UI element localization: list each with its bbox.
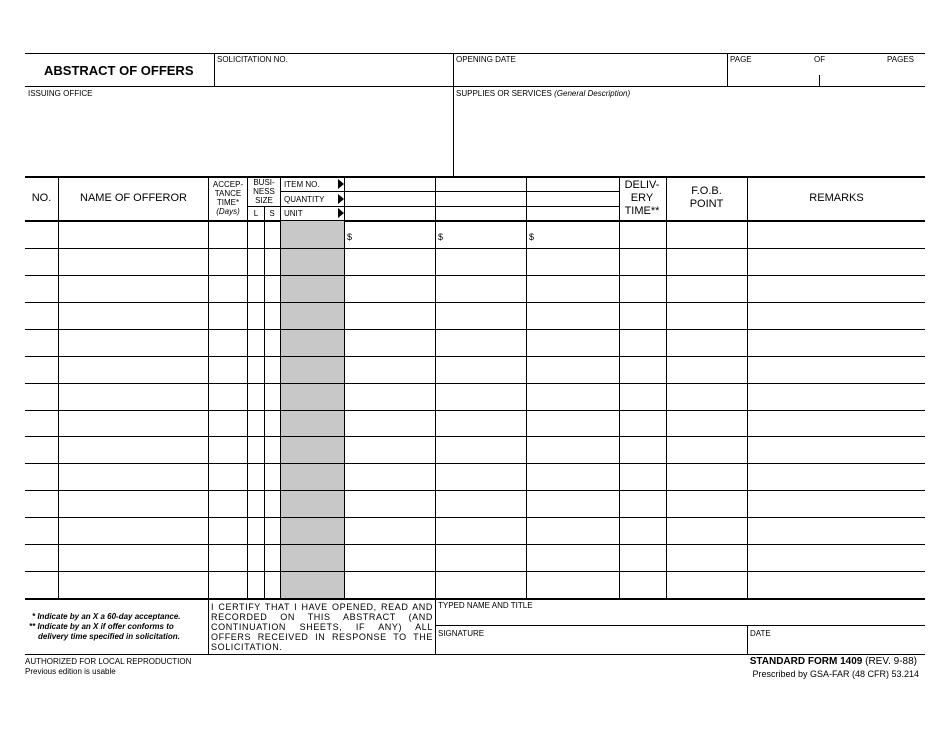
table-cell[interactable] [209, 411, 246, 436]
table-cell[interactable] [209, 330, 246, 355]
table-cell[interactable] [436, 357, 525, 382]
table-cell[interactable] [26, 384, 57, 409]
table-cell[interactable] [209, 437, 246, 462]
issuing-office-label: ISSUING OFFICE [28, 89, 93, 98]
pages-label: PAGES [887, 55, 914, 64]
table-cell[interactable] [59, 545, 207, 570]
table-cell[interactable] [748, 491, 924, 516]
signature-label: SIGNATURE [438, 629, 485, 638]
table-cell[interactable] [248, 464, 263, 489]
table-cell[interactable] [248, 357, 263, 382]
table-cell[interactable] [667, 357, 746, 382]
table-cell[interactable] [345, 249, 434, 274]
table-cell[interactable] [59, 491, 207, 516]
table-cell[interactable] [527, 437, 618, 462]
table-cell[interactable] [26, 491, 57, 516]
form-bottom-rule [25, 654, 925, 655]
table-bottom-rule [25, 598, 925, 600]
table-cell[interactable] [59, 249, 207, 274]
page-field[interactable] [729, 64, 817, 85]
table-cell[interactable] [620, 303, 665, 328]
item-header-rule-1 [280, 191, 619, 192]
table-cell[interactable] [59, 222, 207, 247]
opening-date-label: OPENING DATE [456, 55, 516, 64]
size-s-label: S [269, 209, 275, 218]
table-cell[interactable] [345, 437, 434, 462]
table-cell[interactable] [345, 222, 434, 247]
table-cell[interactable] [248, 518, 263, 543]
date-vline [747, 625, 748, 654]
table-cell[interactable] [59, 276, 207, 301]
table-cell[interactable] [345, 384, 434, 409]
table-cell[interactable] [620, 572, 665, 597]
table-cell[interactable] [345, 464, 434, 489]
table-cell[interactable] [59, 572, 207, 597]
table-cell[interactable] [265, 572, 279, 597]
table-cell[interactable] [667, 384, 746, 409]
table-cell[interactable] [248, 249, 263, 274]
certification-text: I CERTIFY THAT I HAVE OPENED, READ AND RECORDED ON THIS ABSTRACT (AND CONTINUATION SHEETS, IF ANY) ALL OFFERS RECEIVED IN RESPONSE TO THE SOLICITATION. [211, 602, 433, 652]
table-cell[interactable] [527, 572, 618, 597]
table-cell[interactable] [345, 572, 434, 597]
item-header-rule-2 [280, 206, 619, 207]
header-divider-2 [25, 176, 925, 178]
table-cell[interactable] [345, 545, 434, 570]
table-cell[interactable] [248, 222, 263, 247]
dollar-sign-3: $ [529, 232, 535, 242]
table-cell[interactable] [436, 491, 525, 516]
date-field[interactable] [749, 639, 924, 653]
table-cell[interactable] [436, 222, 525, 247]
table-cell[interactable] [265, 357, 279, 382]
table-cell[interactable] [748, 303, 924, 328]
cert-right-vline [435, 598, 436, 654]
col-no-header: NO. [31, 192, 52, 204]
supplies-label: SUPPLIES OR SERVICES (General Description) [456, 89, 631, 98]
table-cell[interactable] [209, 491, 246, 516]
table-cell[interactable] [265, 411, 279, 436]
table-cell[interactable] [345, 330, 434, 355]
table-cell[interactable] [620, 464, 665, 489]
table-cell[interactable] [667, 303, 746, 328]
table-cell[interactable] [620, 357, 665, 382]
dollar-sign-1: $ [347, 232, 353, 242]
header-vline-b [453, 53, 454, 177]
table-cell[interactable] [265, 249, 279, 274]
table-cell[interactable] [345, 518, 434, 543]
table-cell[interactable] [209, 464, 246, 489]
note-delivery-1: ** Indicate by an X if offer conforms to [29, 622, 174, 631]
page-label: PAGE [730, 55, 752, 64]
header-vline-a [214, 53, 215, 86]
table-cell[interactable] [345, 357, 434, 382]
table-cell[interactable] [26, 464, 57, 489]
table-cell[interactable] [436, 437, 525, 462]
table-cell[interactable] [59, 437, 207, 462]
table-cell[interactable] [209, 222, 246, 247]
table-cell[interactable] [620, 249, 665, 274]
table-cell[interactable] [26, 545, 57, 570]
table-cell[interactable] [527, 222, 618, 247]
table-cell[interactable] [248, 437, 263, 462]
table-cell[interactable] [248, 384, 263, 409]
header-top-rule [25, 53, 925, 54]
table-cell[interactable] [527, 411, 618, 436]
of-label: OF [814, 55, 826, 64]
table-cell[interactable] [26, 518, 57, 543]
note-delivery-2: delivery time specified in solicitation. [38, 632, 180, 641]
table-cell[interactable] [26, 572, 57, 597]
table-cell[interactable] [667, 545, 746, 570]
table-cell[interactable] [667, 518, 746, 543]
table-cell[interactable] [527, 491, 618, 516]
page-of-tick [819, 75, 820, 86]
table-cell[interactable] [667, 411, 746, 436]
table-cell[interactable] [345, 411, 434, 436]
table-cell[interactable] [436, 303, 525, 328]
issuing-office-field[interactable] [27, 99, 451, 174]
table-cell[interactable] [345, 303, 434, 328]
table-cell[interactable] [620, 330, 665, 355]
cert-left-vline [208, 598, 209, 654]
table-cell[interactable] [527, 303, 618, 328]
table-cell[interactable] [748, 276, 924, 301]
table-cell[interactable] [748, 330, 924, 355]
table-cell[interactable] [748, 357, 924, 382]
table-cell[interactable] [248, 411, 263, 436]
table-cell[interactable] [26, 411, 57, 436]
table-cell[interactable] [26, 222, 57, 247]
table-cell[interactable] [527, 276, 618, 301]
table-cell[interactable] [527, 518, 618, 543]
typed-name-field[interactable] [437, 611, 924, 624]
table-cell[interactable] [436, 518, 525, 543]
signature-field[interactable] [437, 639, 746, 653]
table-cell[interactable] [26, 330, 57, 355]
table-cell[interactable] [26, 249, 57, 274]
typed-name-label: TYPED NAME AND TITLE [438, 601, 533, 610]
table-cell[interactable] [248, 545, 263, 570]
table-cell[interactable] [620, 437, 665, 462]
table-cell[interactable] [265, 330, 279, 355]
table-cell[interactable] [748, 437, 924, 462]
signature-divider-rule [435, 625, 925, 626]
size-l-label: L [253, 209, 259, 218]
table-cell[interactable] [620, 491, 665, 516]
table-cell[interactable] [527, 330, 618, 355]
table-cell[interactable] [59, 411, 207, 436]
table-cell[interactable] [248, 330, 263, 355]
col-business-size-header: BUSI- NESS SIZE [253, 178, 275, 205]
solicitation-no-field[interactable] [216, 64, 452, 85]
table-cell[interactable] [527, 249, 618, 274]
table-cell[interactable] [209, 572, 246, 597]
date-label: DATE [750, 629, 771, 638]
table-cell[interactable] [248, 491, 263, 516]
table-cell[interactable] [620, 276, 665, 301]
quantity-label: QUANTITY [284, 195, 325, 204]
prescribed-by: Prescribed by GSA-FAR (48 CFR) 53.214 [752, 669, 919, 679]
table-cell[interactable] [265, 222, 279, 247]
item-no-label: ITEM NO. [284, 180, 320, 189]
table-cell[interactable] [667, 464, 746, 489]
table-cell[interactable] [209, 276, 246, 301]
table-cell[interactable] [527, 464, 618, 489]
supplies-services-field[interactable] [456, 99, 923, 174]
table-cell[interactable] [265, 303, 279, 328]
col-delivery-header: DELIV- ERY TIME** [624, 179, 660, 217]
table-cell[interactable] [345, 276, 434, 301]
table-cell[interactable] [436, 464, 525, 489]
table-cell[interactable] [209, 384, 246, 409]
solicitation-no-label: SOLICITATION NO. [217, 55, 288, 64]
table-cell[interactable] [527, 545, 618, 570]
table-cell[interactable] [26, 357, 57, 382]
table-cell[interactable] [209, 357, 246, 382]
table-cell[interactable] [620, 384, 665, 409]
table-cell[interactable] [667, 222, 746, 247]
table-cell[interactable] [59, 464, 207, 489]
table-cell[interactable] [59, 518, 207, 543]
table-cell[interactable] [748, 545, 924, 570]
table-cell[interactable] [748, 384, 924, 409]
table-cell[interactable] [26, 303, 57, 328]
table-cell[interactable] [265, 518, 279, 543]
table-cell[interactable] [265, 437, 279, 462]
table-cell[interactable] [59, 303, 207, 328]
table-cell[interactable] [748, 222, 924, 247]
table-cell[interactable] [527, 384, 618, 409]
unit-label: UNIT [284, 209, 303, 218]
table-cell[interactable] [265, 384, 279, 409]
table-cell[interactable] [265, 545, 279, 570]
table-cell[interactable] [667, 491, 746, 516]
col-acceptance-header: ACCEP- TANCE TIME* (Days) [212, 180, 244, 216]
table-cell[interactable] [436, 330, 525, 355]
col-fob-header: F.O.B. POINT [689, 185, 724, 210]
table-cell[interactable] [748, 572, 924, 597]
table-cell[interactable] [436, 384, 525, 409]
form-title: ABSTRACT OF OFFERS [44, 63, 194, 78]
table-cell[interactable] [209, 545, 246, 570]
header-divider-1 [25, 86, 925, 87]
table-column-line [280, 177, 281, 598]
table-cell[interactable] [436, 411, 525, 436]
table-cell[interactable] [748, 249, 924, 274]
table-cell[interactable] [209, 518, 246, 543]
standard-form-id: STANDARD FORM 1409 (REV. 9-88) [749, 656, 917, 667]
table-cell[interactable] [59, 384, 207, 409]
table-cell[interactable] [209, 303, 246, 328]
table-cell[interactable] [436, 545, 525, 570]
header-vline-c [727, 53, 728, 86]
dollar-sign-2: $ [438, 232, 444, 242]
table-cell[interactable] [667, 330, 746, 355]
table-cell[interactable] [620, 518, 665, 543]
table-cell[interactable] [620, 222, 665, 247]
table-cell[interactable] [667, 276, 746, 301]
table-cell[interactable] [59, 330, 207, 355]
table-cell[interactable] [667, 249, 746, 274]
table-cell[interactable] [265, 276, 279, 301]
table-cell[interactable] [265, 464, 279, 489]
note-acceptance: * Indicate by an X a 60-day acceptance. [32, 612, 181, 621]
table-cell[interactable] [667, 572, 746, 597]
col-remarks-header: REMARKS [809, 192, 864, 204]
pages-total-field[interactable] [821, 64, 924, 85]
authorized-reproduction: AUTHORIZED FOR LOCAL REPRODUCTION [25, 657, 192, 666]
col-name-header: NAME OF OFFEROR [80, 192, 187, 204]
table-cell[interactable] [667, 437, 746, 462]
table-cell[interactable] [248, 276, 263, 301]
table-cell[interactable] [527, 357, 618, 382]
table-cell[interactable] [209, 249, 246, 274]
previous-edition: Previous edition is usable [25, 667, 116, 676]
table-cell[interactable] [436, 572, 525, 597]
table-cell[interactable] [620, 411, 665, 436]
table-cell[interactable] [26, 276, 57, 301]
table-cell[interactable] [265, 491, 279, 516]
table-cell[interactable] [59, 357, 207, 382]
opening-date-field[interactable] [455, 64, 725, 85]
table-cell[interactable] [345, 491, 434, 516]
table-cell[interactable] [620, 545, 665, 570]
table-cell[interactable] [748, 411, 924, 436]
table-cell[interactable] [748, 464, 924, 489]
table-cell[interactable] [436, 249, 525, 274]
table-cell[interactable] [748, 518, 924, 543]
table-cell[interactable] [436, 276, 525, 301]
table-cell[interactable] [248, 572, 263, 597]
table-cell[interactable] [248, 303, 263, 328]
table-cell[interactable] [26, 437, 57, 462]
